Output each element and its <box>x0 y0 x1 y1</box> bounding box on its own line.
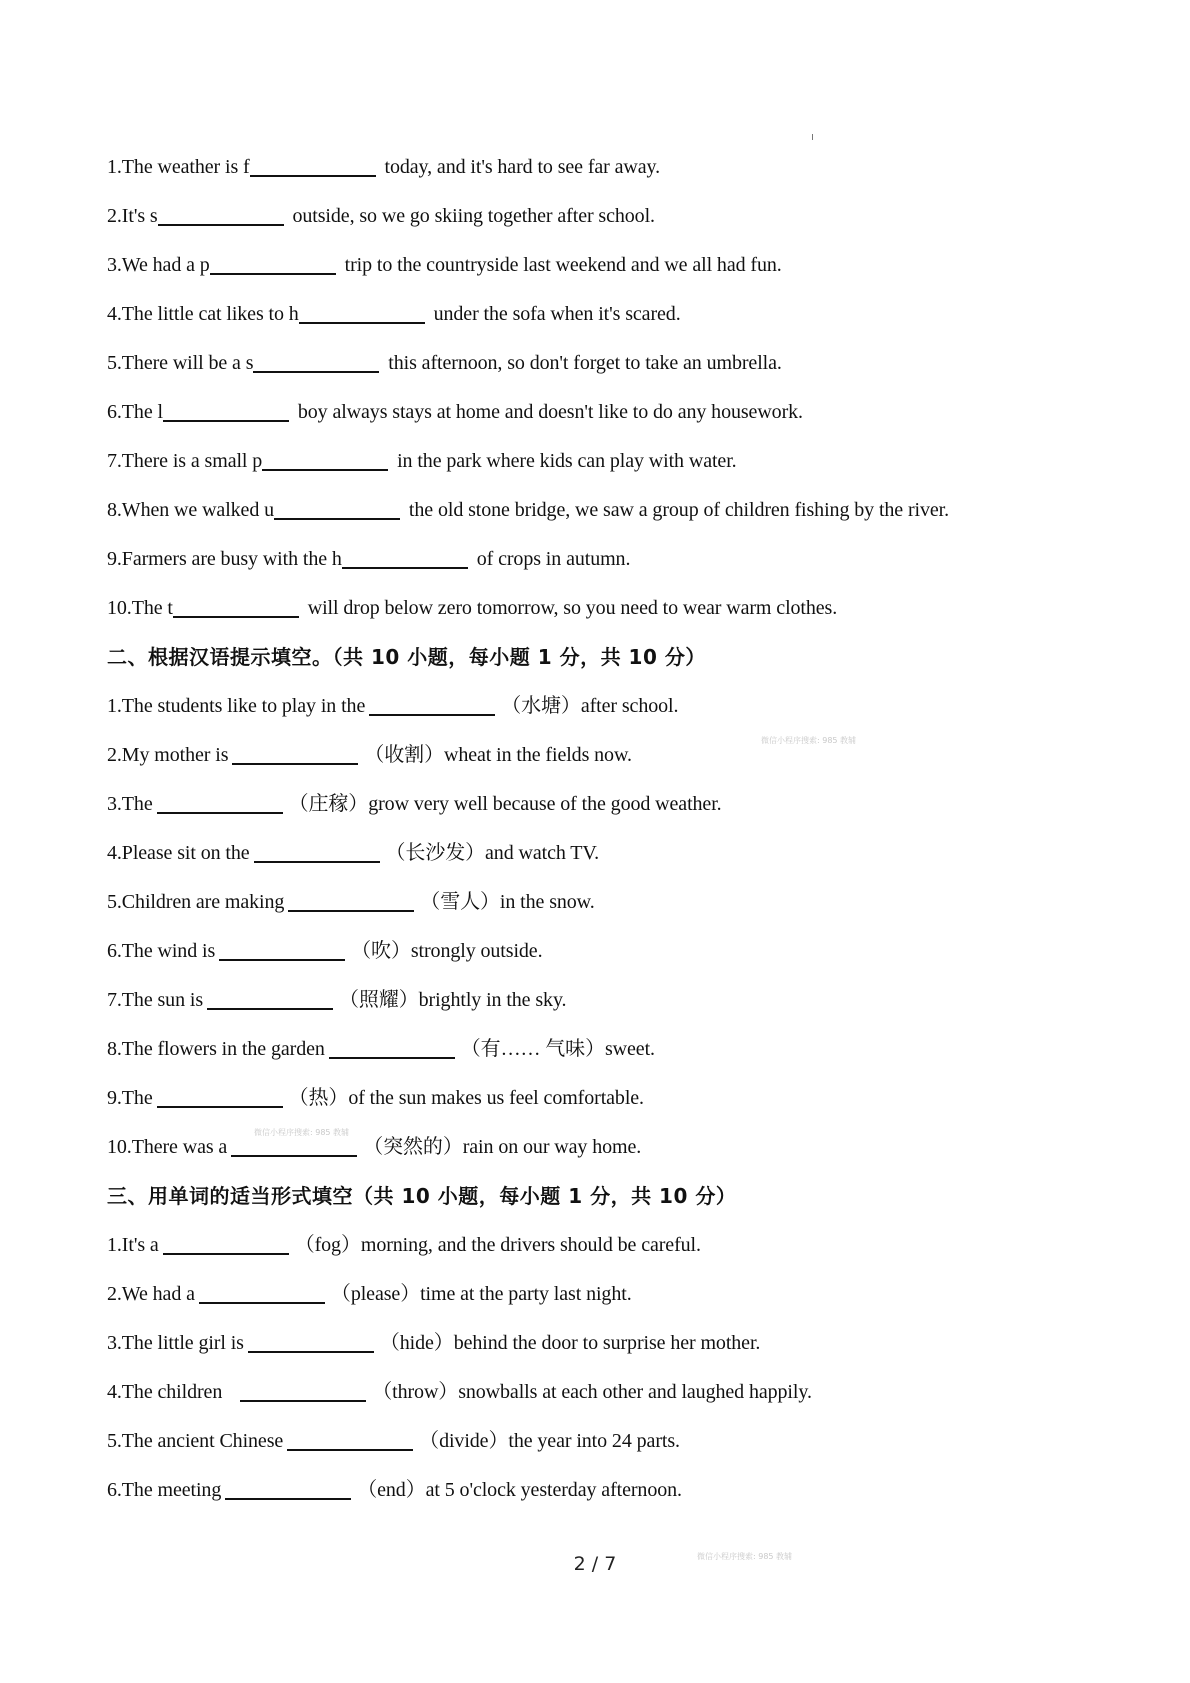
answer-blank[interactable] <box>287 1425 413 1451</box>
answer-blank[interactable] <box>253 347 379 373</box>
section-2-item: 5.Children are making （雪人）in the snow. <box>107 878 1107 927</box>
section-2-item: 9.The （热）of the sun makes us feel comfortable. <box>107 1074 1107 1123</box>
watermark-text: 微信小程序搜索: 985 教辅 <box>254 1128 350 1137</box>
section-1-item: 10.The t will drop below zero tomorrow, so you need to wear warm clothes. <box>107 584 1107 633</box>
chinese-hint: （有…… 气味） <box>460 1038 605 1060</box>
chinese-hint: （突然的） <box>363 1136 463 1158</box>
section-2-item: 6.The wind is （吹）strongly outside. <box>107 927 1107 976</box>
answer-blank[interactable] <box>369 690 495 716</box>
answer-blank[interactable] <box>299 298 425 324</box>
section-3-item: 4.The children （throw）snowballs at each other and laughed happily. <box>107 1368 1107 1417</box>
page-tick-mark <box>812 134 813 140</box>
section-2-item: 4.Please sit on the （长沙发）and watch TV. <box>107 829 1107 878</box>
answer-blank[interactable] <box>342 543 468 569</box>
answer-blank[interactable] <box>219 935 345 961</box>
answer-blank[interactable] <box>173 592 299 618</box>
section-2-item: 3.The （庄稼）grow very well because of the good weather. <box>107 780 1107 829</box>
page-number: 2 / 7 <box>573 1553 617 1575</box>
answer-blank[interactable] <box>158 200 284 226</box>
word-hint: （end） <box>357 1479 426 1501</box>
section-1-item: 3.We had a p trip to the countryside last weekend and we all had fun. <box>107 241 1107 290</box>
answer-blank[interactable] <box>274 494 400 520</box>
word-hint: （hide） <box>379 1332 454 1354</box>
answer-blank[interactable] <box>240 1376 366 1402</box>
answer-blank[interactable] <box>199 1278 325 1304</box>
answer-blank[interactable] <box>262 445 388 471</box>
chinese-hint: （庄稼） <box>288 793 369 815</box>
answer-blank[interactable] <box>248 1327 374 1353</box>
chinese-hint: （照耀） <box>339 989 419 1011</box>
section-2-item: 1.The students like to play in the （水塘）after school. <box>107 682 1107 731</box>
section-2-title: 二、根据汉语提示填空。（共 10 小题，每小题 1 分，共 10 分） <box>107 645 706 669</box>
chinese-hint: （热） <box>288 1087 349 1109</box>
section-2-item: 10.There was a （突然的）rain on our way home. <box>107 1123 1107 1172</box>
answer-blank[interactable] <box>329 1033 455 1059</box>
section-3-item: 3.The little girl is （hide）behind the door to surprise her mother. <box>107 1319 1107 1368</box>
answer-blank[interactable] <box>210 249 336 275</box>
chinese-hint: （收割） <box>364 744 444 766</box>
answer-blank[interactable] <box>250 151 376 177</box>
answer-blank[interactable] <box>225 1474 351 1500</box>
section-1-list <box>107 143 1107 633</box>
section-1-item: 7.There is a small p in the park where kids can play with water. <box>107 437 1107 486</box>
section-1-item: 9.Farmers are busy with the h of crops in autumn. <box>107 535 1107 584</box>
section-1-item: 4.The little cat likes to h under the sofa when it's scared. <box>107 290 1107 339</box>
answer-blank[interactable] <box>163 396 289 422</box>
section-1-item: 1.The weather is f today, and it's hard to see far away. <box>107 143 1107 192</box>
word-hint: （divide） <box>419 1430 509 1452</box>
watermark-text: 微信小程序搜索: 985 教辅 <box>697 1552 793 1561</box>
section-1-item: 5.There will be a s this afternoon, so don't forget to take an umbrella. <box>107 339 1107 388</box>
chinese-hint: （长沙发） <box>385 842 486 864</box>
answer-blank[interactable] <box>254 837 380 863</box>
answer-blank[interactable] <box>232 739 358 765</box>
section-1-item: 8.When we walked u the old stone bridge, we saw a group of children fishing by the river. <box>107 486 1107 535</box>
answer-blank[interactable] <box>288 886 414 912</box>
word-hint: （throw） <box>372 1381 459 1403</box>
word-hint: （fog） <box>294 1234 361 1256</box>
section-3-item: 6.The meeting （end）at 5 o'clock yesterday afternoon. <box>107 1466 1107 1515</box>
section-3-list <box>107 1221 1107 1515</box>
section-2-item: 2.My mother is （收割）wheat in the fields now. <box>107 731 1107 780</box>
section-3-item: 5.The ancient Chinese （divide）the year into 24 parts. <box>107 1417 1107 1466</box>
section-1-item: 2.It's s outside, so we go skiing together after school. <box>107 192 1107 241</box>
chinese-hint: （水塘） <box>501 695 581 717</box>
section-2-item: 7.The sun is （照耀）brightly in the sky. <box>107 976 1107 1025</box>
worksheet-content <box>107 143 1107 1515</box>
section-3-item: 1.It's a （fog）morning, and the drivers should be careful. <box>107 1221 1107 1270</box>
watermark-text: 微信小程序搜索: 985 教辅 <box>761 736 857 745</box>
answer-blank[interactable] <box>157 1082 283 1108</box>
section-3-title: 三、用单词的适当形式填空（共 10 小题，每小题 1 分，共 10 分） <box>107 1184 737 1208</box>
section-2-item: 8.The flowers in the garden （有…… 气味）sweet. <box>107 1025 1107 1074</box>
section-1-item: 6.The l boy always stays at home and doesn't like to do any housework. <box>107 388 1107 437</box>
chinese-hint: （雪人） <box>420 891 500 913</box>
answer-blank[interactable] <box>207 984 333 1010</box>
answer-blank[interactable] <box>163 1229 289 1255</box>
section-2-list <box>107 682 1107 1172</box>
word-hint: （please） <box>330 1283 421 1305</box>
answer-blank[interactable] <box>157 788 283 814</box>
chinese-hint: （吹） <box>351 940 411 962</box>
section-3-item: 2.We had a （please）time at the party last night. <box>107 1270 1107 1319</box>
